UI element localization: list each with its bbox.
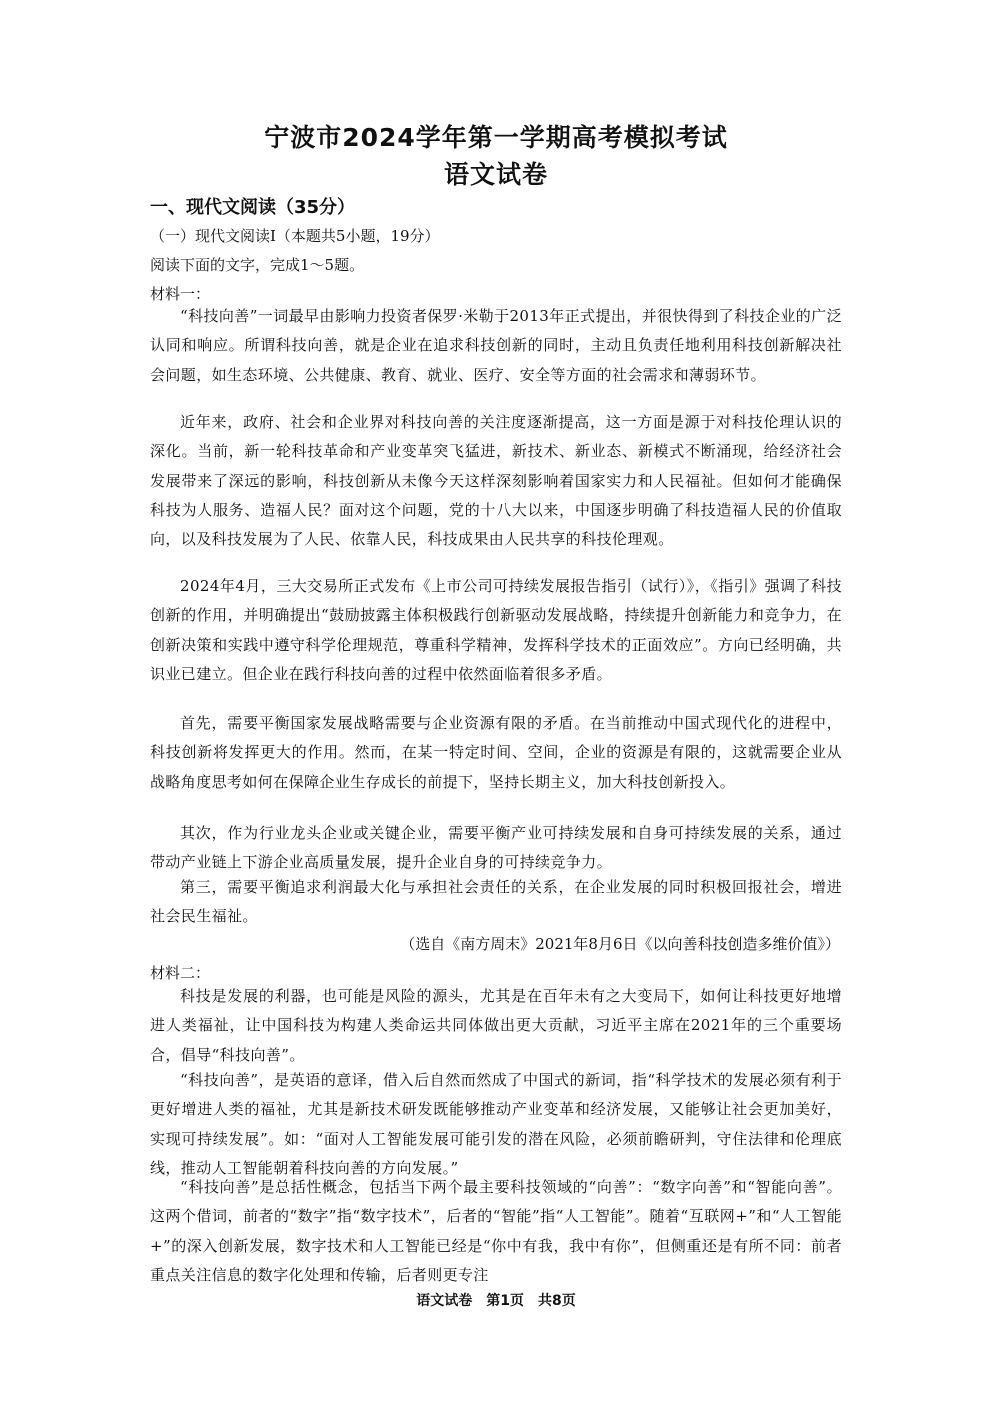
material-one-paragraph: 首先，需要平衡国家发展战略需要与企业资源有限的矛盾。在当前推动中国式现代化的进程中，科技创新将发挥更大的作用。然而，在某一特定时间、空间，企业的资源是有限的，这就需要企业从战略角度思考如何在保障企业生存成长的前提下，坚持长期主义，加大科技创新投入。	[150, 714, 842, 791]
part-label: （一）现代文阅读Ⅰ（本题共5小题，19分）	[150, 227, 440, 245]
material-one-paragraph: 其次，作为行业龙头企业或关键企业，需要平衡产业可持续发展和自身可持续发展的关系，通过带动产业链上下游企业高质量发展，提升企业自身的可持续竞争力。	[150, 824, 842, 872]
section-heading: 一、现代文阅读（35分）	[150, 197, 356, 218]
material-one-label: 材料一：	[150, 285, 211, 303]
material-one-paragraph: 近年来，政府、社会和企业界对科技向善的关注度逐渐提高，这一方面是源于对科技伦理认识的深化。当前，新一轮科技革命和产业变革突飞猛进，新技术、新业态、新模式不断涌现，给经济社会发展带来了深远的影响，科技创新从未像今天这样深刻影响着国家实力和人民福祉。但如何才能确保科技为人服务、造福人民？面对这个问题，党的十八大以来，中国逐步明确了科技造福人民的价值取向，以及科技发展为了人民、依靠人民，科技成果由人民共享的科技伦理观。	[150, 413, 842, 549]
material-one-source: （选自《南方周末》2021年8月6日《以向善科技创造多维价值》）	[400, 935, 840, 953]
material-one-paragraph: 2024年4月，三大交易所正式发布《上市公司可持续发展报告指引（试行）》，《指引》强调了科技创新的作用，并明确提出“鼓励披露主体积极践行创新驱动发展战略，持续提升创新能力和竞争力，在创新决策和实践中遵守科学伦理规范，尊重科学精神，发挥科学技术的正面效应”。方向已经明确，共识业已建立。但企业在践行科技向善的过程中依然面临着很多矛盾。	[150, 577, 842, 684]
material-one-paragraph: “科技向善”一词最早由影响力投资者保罗·米勒于2013年正式提出，并很快得到了科技企业的广泛认同和响应。所谓科技向善，就是企业在追求科技创新的同时，主动且负责任地利用科技创新解决社会问题，如生态环境、公共健康、教育、就业、医疗、安全等方面的社会需求和薄弱环节。	[150, 307, 842, 384]
material-two-paragraph: 科技是发展的利器，也可能是风险的源头，尤其是在百年未有之大变局下，如何让科技更好地增进人类福祉，让中国科技为构建人类命运共同体做出更大贡献，习近平主席在2021年的三个重要场合，倡导“科技向善”。	[150, 987, 842, 1064]
instruction-text: 阅读下面的文字，完成1～5题。	[150, 256, 365, 274]
material-two-label: 材料二：	[150, 964, 211, 982]
page-footer: 语文试卷 第1页 共8页	[416, 1293, 576, 1309]
material-two-paragraph: “科技向善”是总括性概念，包括当下两个最主要科技领域的“向善”：“数字向善”和“智能向善”。这两个借词，前者的“数字”指“数字技术”，后者的“智能”指“人工智能”。随着“互联网+”和“人工智能+”的深入创新发展，数字技术和人工智能已经是“你中有我，我中有你”，但侧重还是有所不同：前者重点关注信息的数字化处理和传输，后者则更专注	[150, 1178, 842, 1285]
exam-subtitle: 语文试卷	[443, 160, 548, 189]
exam-title: 宁波市2024学年第一学期高考模拟考试	[264, 123, 728, 152]
material-two-paragraph: “科技向善”，是英语的意译，借入后自然而然成了中国式的新词，指“科学技术的发展必须有利于更好增进人类的福祉，尤其是新技术研发既能够推动产业变革和经济发展，又能够让社会更加美好，实现可持续发展”。如：“面对人工智能发展可能引发的潜在风险，必须前瞻研判，守住法律和伦理底线，推动人工智能朝着科技向善的方向发展。”	[150, 1071, 842, 1178]
material-one-paragraph: 第三，需要平衡追求利润最大化与承担社会责任的关系，在企业发展的同时积极回报社会，增进社会民生福祉。	[150, 878, 842, 926]
